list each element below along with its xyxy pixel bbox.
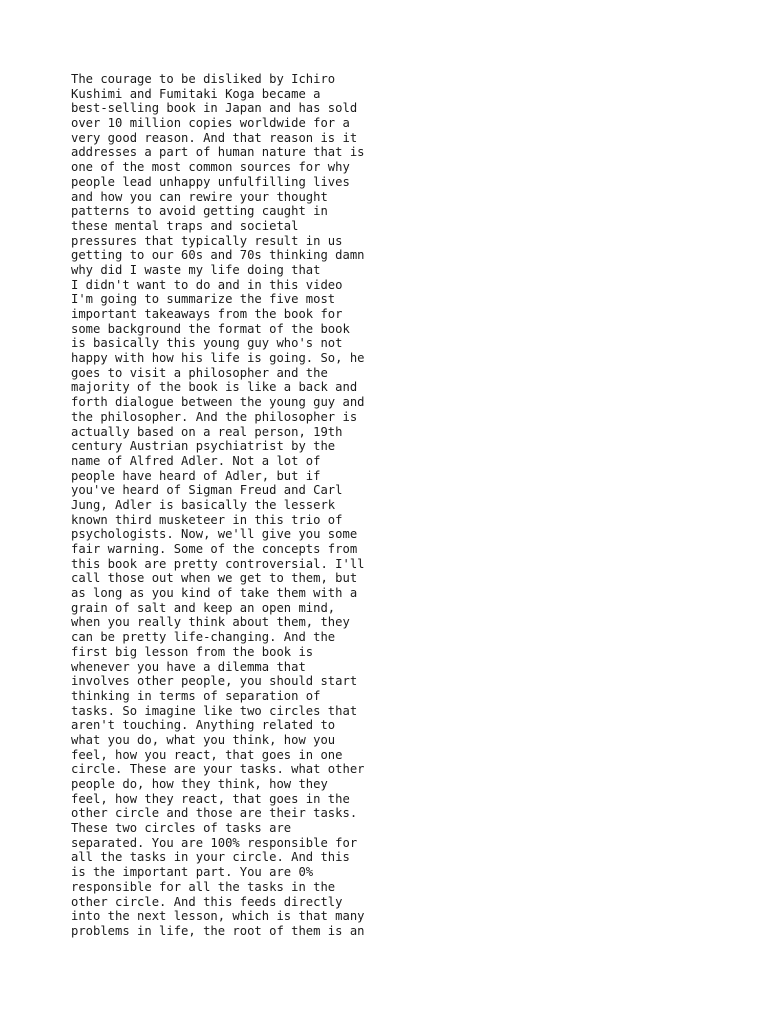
text-line: whenever you have a dilemma that bbox=[71, 659, 306, 674]
text-line: can be pretty life-changing. And the bbox=[71, 630, 336, 645]
text-line: addresses a part of human nature that is bbox=[71, 145, 365, 160]
text-line: getting to our 60s and 70s thinking damn bbox=[71, 248, 365, 263]
text-line: the philosopher. And the philosopher is bbox=[71, 409, 358, 424]
text-line: separated. You are 100% responsible for bbox=[71, 835, 358, 850]
text-line: when you really think about them, they bbox=[71, 615, 350, 630]
text-line: goes to visit a philosopher and the bbox=[71, 365, 328, 380]
text-line: as long as you kind of take them with a bbox=[71, 586, 358, 601]
text-line: The courage to be disliked by Ichiro bbox=[71, 72, 336, 86]
text-line: aren't touching. Anything related to bbox=[71, 718, 336, 733]
text-line: I'm going to summarize the five most bbox=[71, 292, 336, 307]
text-line: I didn't want to do and in this video bbox=[71, 277, 343, 292]
text-line: happy with how his life is going. So, he bbox=[71, 351, 365, 366]
text-line: best-selling book in Japan and has sold bbox=[71, 101, 358, 116]
text-line: this book are pretty controversial. I'll bbox=[71, 556, 365, 571]
text-line: These two circles of tasks are bbox=[71, 821, 292, 836]
text-line: very good reason. And that reason is it bbox=[71, 130, 358, 145]
text-line: Kushimi and Fumitaki Koga became a bbox=[71, 86, 321, 101]
text-line: some background the format of the book bbox=[71, 321, 350, 336]
text-line: Jung, Adler is basically the lesserk bbox=[71, 497, 336, 512]
text-line: other circle. And this feeds directly bbox=[71, 894, 343, 909]
text-line: patterns to avoid getting caught in bbox=[71, 204, 328, 219]
text-line: name of Alfred Adler. Not a lot of bbox=[71, 453, 321, 468]
text-line: one of the most common sources for why bbox=[71, 160, 350, 175]
text-line: involves other people, you should start bbox=[71, 674, 358, 689]
text-line: pressures that typically result in us bbox=[71, 233, 343, 248]
text-line: psychologists. Now, we'll give you some bbox=[71, 527, 358, 542]
text-line: majority of the book is like a back and bbox=[71, 380, 358, 395]
text-line: why did I waste my life doing that bbox=[71, 262, 321, 277]
text-line: feel, how you react, that goes in one bbox=[71, 747, 343, 762]
text-line: century Austrian psychiatrist by the bbox=[71, 439, 336, 454]
body-text bbox=[71, 72, 365, 939]
text-line: thinking in terms of separation of bbox=[71, 688, 321, 703]
text-line: call those out when we get to them, but bbox=[71, 571, 358, 586]
text-line: over 10 million copies worldwide for a bbox=[71, 116, 350, 131]
text-line: problems in life, the root of them is an bbox=[71, 923, 365, 938]
text-line: fair warning. Some of the concepts from bbox=[71, 542, 358, 556]
text-line: first big lesson from the book is bbox=[71, 644, 314, 659]
text-line: grain of salt and keep an open mind, bbox=[71, 600, 336, 615]
text-line: responsible for all the tasks in the bbox=[71, 879, 336, 894]
text-line: people do, how they think, how they bbox=[71, 777, 328, 791]
text-line: these mental traps and societal bbox=[71, 218, 299, 233]
text-line: all the tasks in your circle. And this bbox=[71, 850, 350, 865]
text-line: people have heard of Adler, but if bbox=[71, 468, 321, 483]
text-line: you've heard of Sigman Freud and Carl bbox=[71, 483, 343, 498]
text-line: is the important part. You are 0% bbox=[71, 865, 314, 880]
text-line: what you do, what you think, how you bbox=[71, 732, 336, 747]
text-line: tasks. So imagine like two circles that bbox=[71, 703, 358, 718]
text-line: circle. These are your tasks. what other bbox=[71, 762, 365, 777]
text-line: important takeaways from the book for bbox=[71, 307, 343, 321]
text-line: is basically this young guy who's not bbox=[71, 336, 343, 351]
text-line: forth dialogue between the young guy and bbox=[71, 395, 365, 410]
text-line: and how you can rewire your thought bbox=[71, 189, 328, 204]
text-line: into the next lesson, which is that many bbox=[71, 909, 365, 924]
text-line: people lead unhappy unfulfilling lives bbox=[71, 174, 350, 189]
text-line: other circle and those are their tasks. bbox=[71, 806, 358, 821]
text-line: actually based on a real person, 19th bbox=[71, 424, 343, 439]
text-line: feel, how they react, that goes in the bbox=[71, 791, 350, 806]
text-line: known third musketeer in this trio of bbox=[71, 512, 343, 527]
